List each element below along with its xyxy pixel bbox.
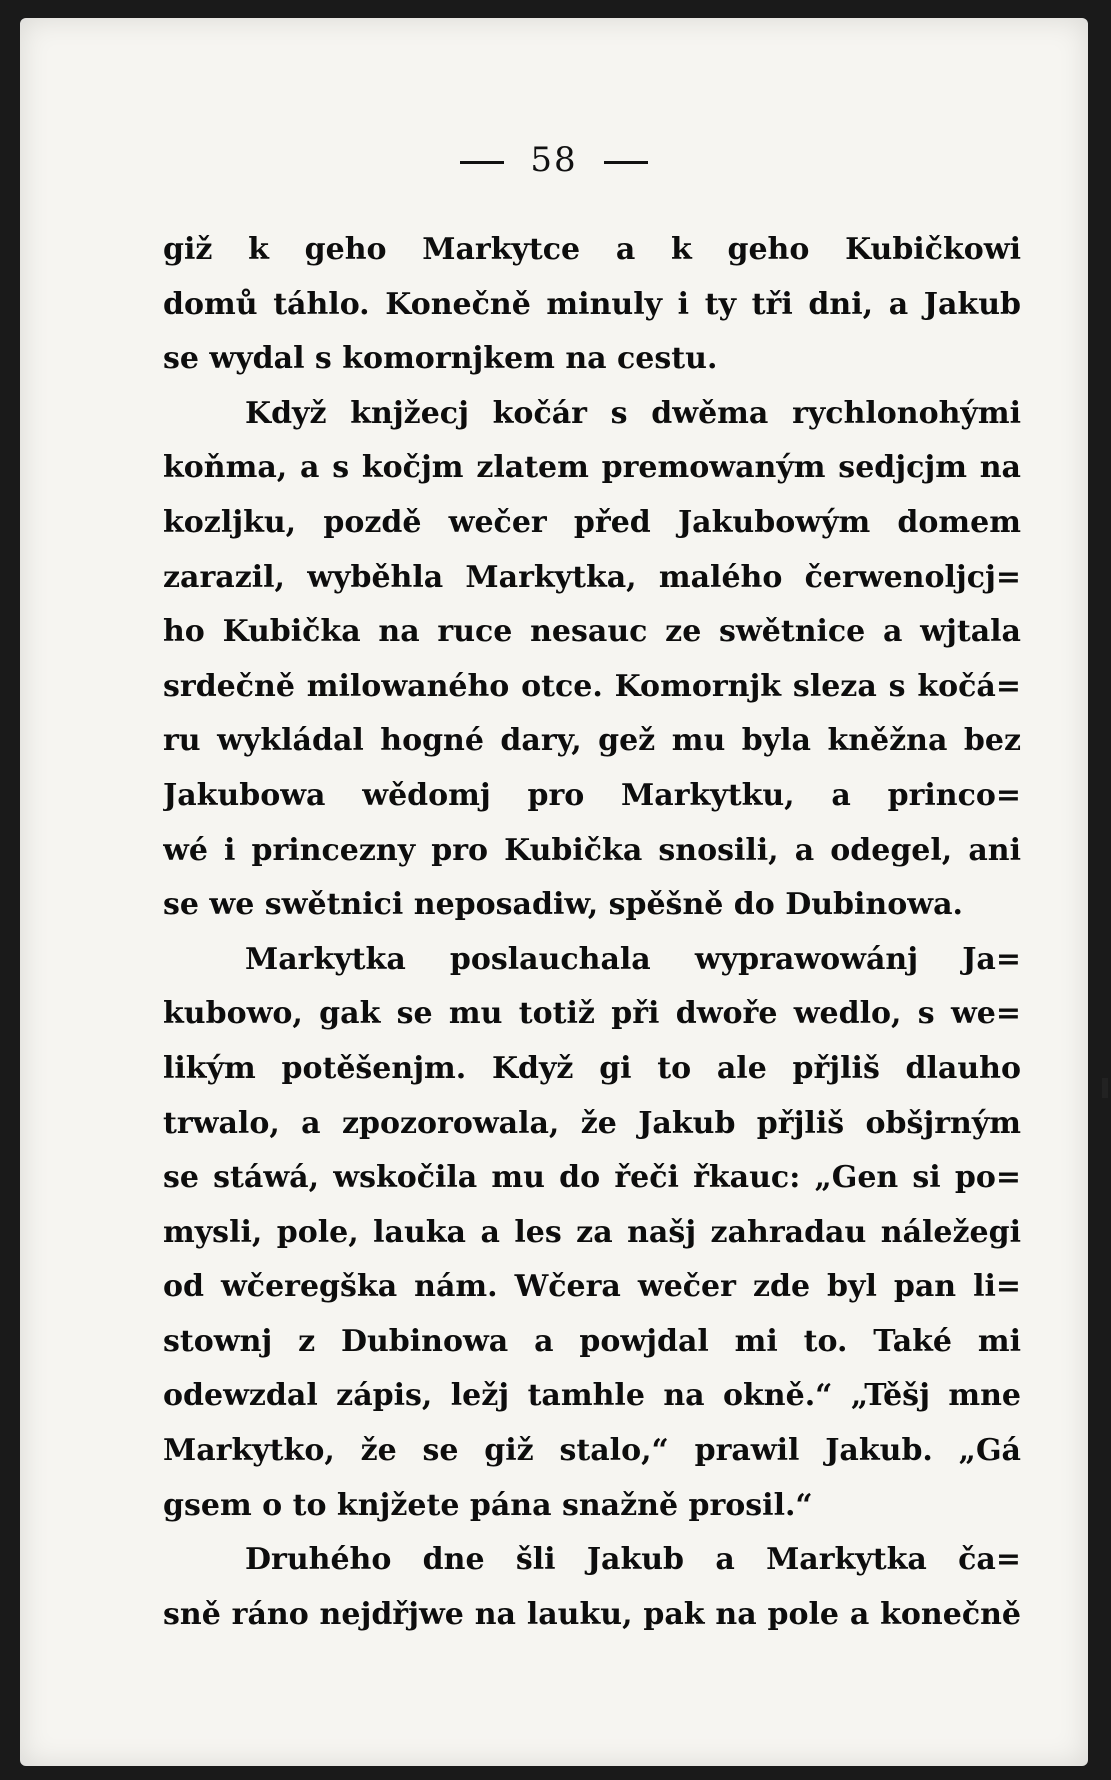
text-line: zarazil, wyběhla Markytka, malého čerwenoljcj= xyxy=(163,559,1021,595)
text-line: mysli, pole, lauka a les za našj zahradau náležegi xyxy=(163,1214,1021,1250)
text-line: Markytko, že se giž stalo,“ prawil Jakub. „Gá xyxy=(163,1433,1021,1469)
text-line: Markytka poslauchala wyprawowánj Ja= xyxy=(245,941,1021,977)
text-line: od wčeregška nám. Wčera wečer zde byl pan li= xyxy=(163,1269,1021,1305)
page-header xyxy=(20,140,1088,180)
text-line: likým potěšenjm. Když gi to ale přjliš dlauho xyxy=(163,1050,1021,1086)
text-line: koňma, a s kočjm zlatem premowaným sedjcjm na xyxy=(163,450,1021,486)
text-line: wé i princezny pro Kubička snosili, a odegel, ani xyxy=(163,832,1021,868)
header-dash-left xyxy=(460,161,504,164)
body-text xyxy=(163,223,1021,1642)
book-page xyxy=(20,18,1088,1766)
text-line: se wydal s komornjkem na cestu. xyxy=(163,341,718,377)
text-line: giž k geho Markytce a k geho Kubičkowi xyxy=(163,232,1021,267)
text-line: stownj z Dubinowa a powjdal mi to. Také mi xyxy=(163,1323,1021,1359)
text-line: srdečně milowaného otce. Komornjk sleza s kočá= xyxy=(163,668,1021,704)
text-line: trwalo, a zpozorowala, že Jakub přjliš obšjrným xyxy=(163,1105,1021,1141)
text-line: se we swětnici neposadiw, spěšně do Dubinowa. xyxy=(163,887,963,923)
text-line: kubowo, gak se mu totiž při dwoře wedlo, s we= xyxy=(163,996,1021,1032)
page-number: 58 xyxy=(530,140,578,180)
text-line: se stáwá, wskočila mu do řeči řkauc: „Gen si po= xyxy=(163,1160,1021,1196)
text-line: sně ráno nejdřjwe na lauku, pak na pole a konečně xyxy=(163,1596,1021,1632)
text-line: odewzdal zápis, ležj tamhle na okně.“ „Těšj mne xyxy=(163,1378,1021,1414)
text-line: Druhého dne šli Jakub a Markytka ča= xyxy=(245,1542,1021,1578)
text-line: domů táhlo. Konečně minuly i ty tři dni, a Jakub xyxy=(163,286,1021,322)
text-line: ru wykládal hogné dary, gež mu byla kněžna bez xyxy=(163,723,1021,759)
text-line: Jakubowa wědomj pro Markytku, a princo= xyxy=(163,777,1021,813)
text-line: kozljku, pozdě wečer před Jakubowým domem xyxy=(163,504,1021,540)
text-line: ho Kubička na ruce nesauc ze swětnice a wjtala xyxy=(163,614,1021,650)
margin-mark xyxy=(1102,1078,1108,1098)
header-dash-right xyxy=(604,161,648,164)
text-line: Když knjžecj kočár s dwěma rychlonohými xyxy=(245,395,1021,431)
text-line: gsem o to knjžete pána snažně prosil.“ xyxy=(163,1487,813,1523)
